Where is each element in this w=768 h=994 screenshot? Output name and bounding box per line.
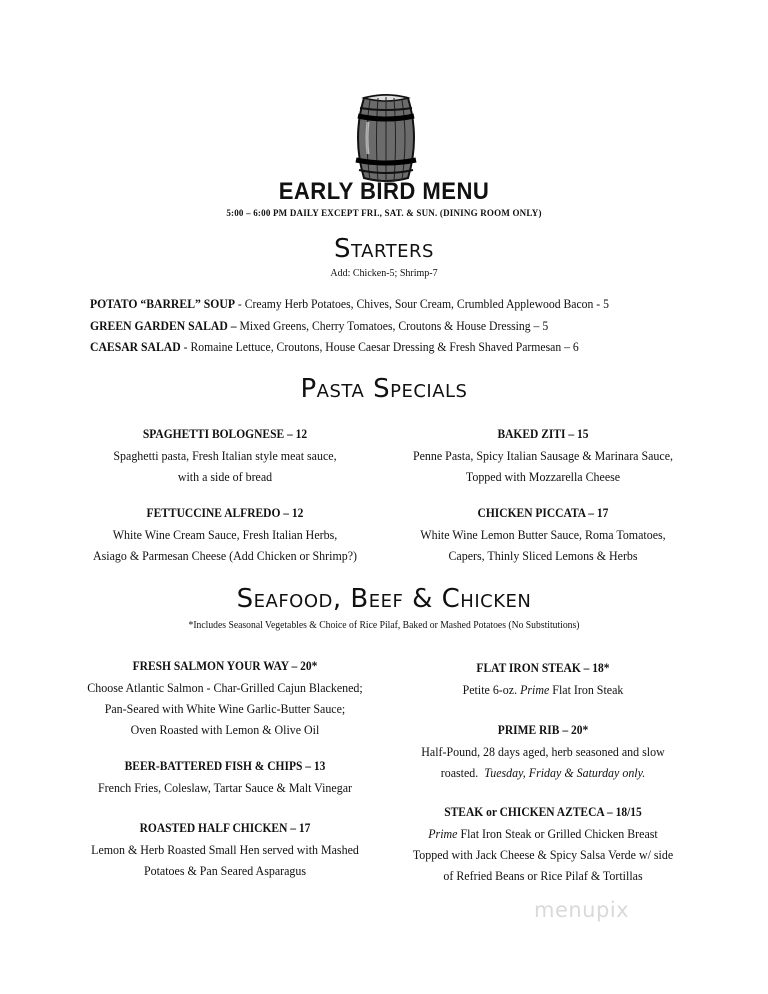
item-desc: White Wine Cream Sauce, Fresh Italian Herbs, [112,527,338,542]
desc-text: Flat Iron Steak [549,682,624,697]
menu-hours: 5:00 – 6:00 PM DAILY EXCEPT FRI., SAT. & SUN. (DINING ROOM ONLY) [226,208,542,218]
pasta-heading: Pasta Specials [300,374,468,404]
desc-text: Flat Iron Steak or Grilled Chicken Breast [457,826,658,841]
item-desc [391,679,695,700]
menu-item [73,656,377,740]
item-name: ROASTED HALF CHICKEN – 17 [139,821,311,835]
item-desc: Lemon & Herb Roasted Small Hen served with Mashed [91,842,359,857]
seafood-note: *Includes Seasonal Vegetables & Choice of Rice Pilaf, Baked or Mashed Potatoes (No Substitutions) [188,620,580,631]
starter-desc: - Romaine Lettuce, Croutons, House Caesar Dressing & Fresh Shaved Parmesan – 6 [180,339,579,354]
item-desc: Topped with Mozzarella Cheese [465,469,621,484]
desc-emphasis: Prime [520,682,550,697]
menu-item [391,720,695,783]
desc-text: roasted. [440,765,485,780]
starter-name: POTATO “BARREL” SOUP [90,296,235,311]
item-desc: Oven Roasted with Lemon & Olive Oil [130,722,320,737]
menu-item [391,424,695,487]
desc-emphasis: Tuesday, Friday & Saturday only. [484,765,646,780]
menu-item [73,503,377,566]
item-desc: Spaghetti pasta, Fresh Italian style meat sauce, [113,448,337,463]
item-name: CHICKEN PICCATA – 17 [477,506,609,520]
item-desc: Penne Pasta, Spicy Italian Sausage & Marinara Sauce, [412,448,674,463]
item-desc: French Fries, Coleslaw, Tartar Sauce & Malt Vinegar [98,780,352,795]
watermark: menupix [534,898,630,922]
item-desc: of Refried Beans or Rice Pilaf & Tortillas [443,868,643,883]
seafood-heading: Seafood, Beef & Chicken [236,584,532,614]
item-name: BAKED ZITI – 15 [497,427,589,441]
menu-item [73,756,377,798]
desc-text: Petite 6-oz. [462,682,521,697]
item-name: STEAK or CHICKEN AZTECA – 18/15 [444,805,642,819]
item-desc: Choose Atlantic Salmon - Char-Grilled Cajun Blackened; [87,680,363,695]
desc-emphasis: Prime [428,826,458,841]
item-desc: Half-Pound, 28 days aged, herb seasoned and slow [421,744,665,759]
starter-name: GREEN GARDEN SALAD – [90,318,237,333]
barrel-icon [350,92,422,184]
menu-item [391,802,695,886]
item-name: FETTUCCINE ALFREDO – 12 [146,506,304,520]
item-desc: Asiago & Parmesan Cheese (Add Chicken or Shrimp?) [92,548,358,563]
item-desc: White Wine Lemon Butter Sauce, Roma Tomatoes, [420,527,666,542]
item-name: SPAGHETTI BOLOGNESE – 12 [142,427,308,441]
starter-name: CAESAR SALAD [90,339,181,354]
item-desc: with a side of bread [177,469,273,484]
starter-desc: - Creamy Herb Potatoes, Chives, Sour Cream, Crumbled Applewood Bacon - 5 [234,296,609,311]
starters-heading: Starters [334,234,434,264]
starter-item [90,296,609,312]
item-desc: Potatoes & Pan Seared Asparagus [143,863,307,878]
starter-desc: Mixed Greens, Cherry Tomatoes, Croutons & House Dressing – 5 [236,318,549,333]
menu-item [391,503,695,566]
starter-item [90,339,579,355]
item-desc [391,823,695,844]
item-name: FLAT IRON STEAK – 18* [476,661,610,675]
item-name: FRESH SALMON YOUR WAY – 20* [132,659,318,673]
starter-item [90,318,548,334]
menu-item [391,658,695,700]
item-name: PRIME RIB – 20* [497,723,589,737]
menu-item [73,818,377,881]
item-name: BEER-BATTERED FISH & CHIPS – 13 [124,759,326,773]
item-desc: Pan-Seared with White Wine Garlic-Butter Sauce; [104,701,346,716]
item-desc [391,762,695,783]
menu-item [73,424,377,487]
menu-title: EARLY BIRD MENU [278,178,490,205]
item-desc: Capers, Thinly Sliced Lemons & Herbs [448,548,638,563]
item-desc: Topped with Jack Cheese & Spicy Salsa Verde w/ side [412,847,674,862]
starters-note: Add: Chicken-5; Shrimp-7 [330,268,438,279]
